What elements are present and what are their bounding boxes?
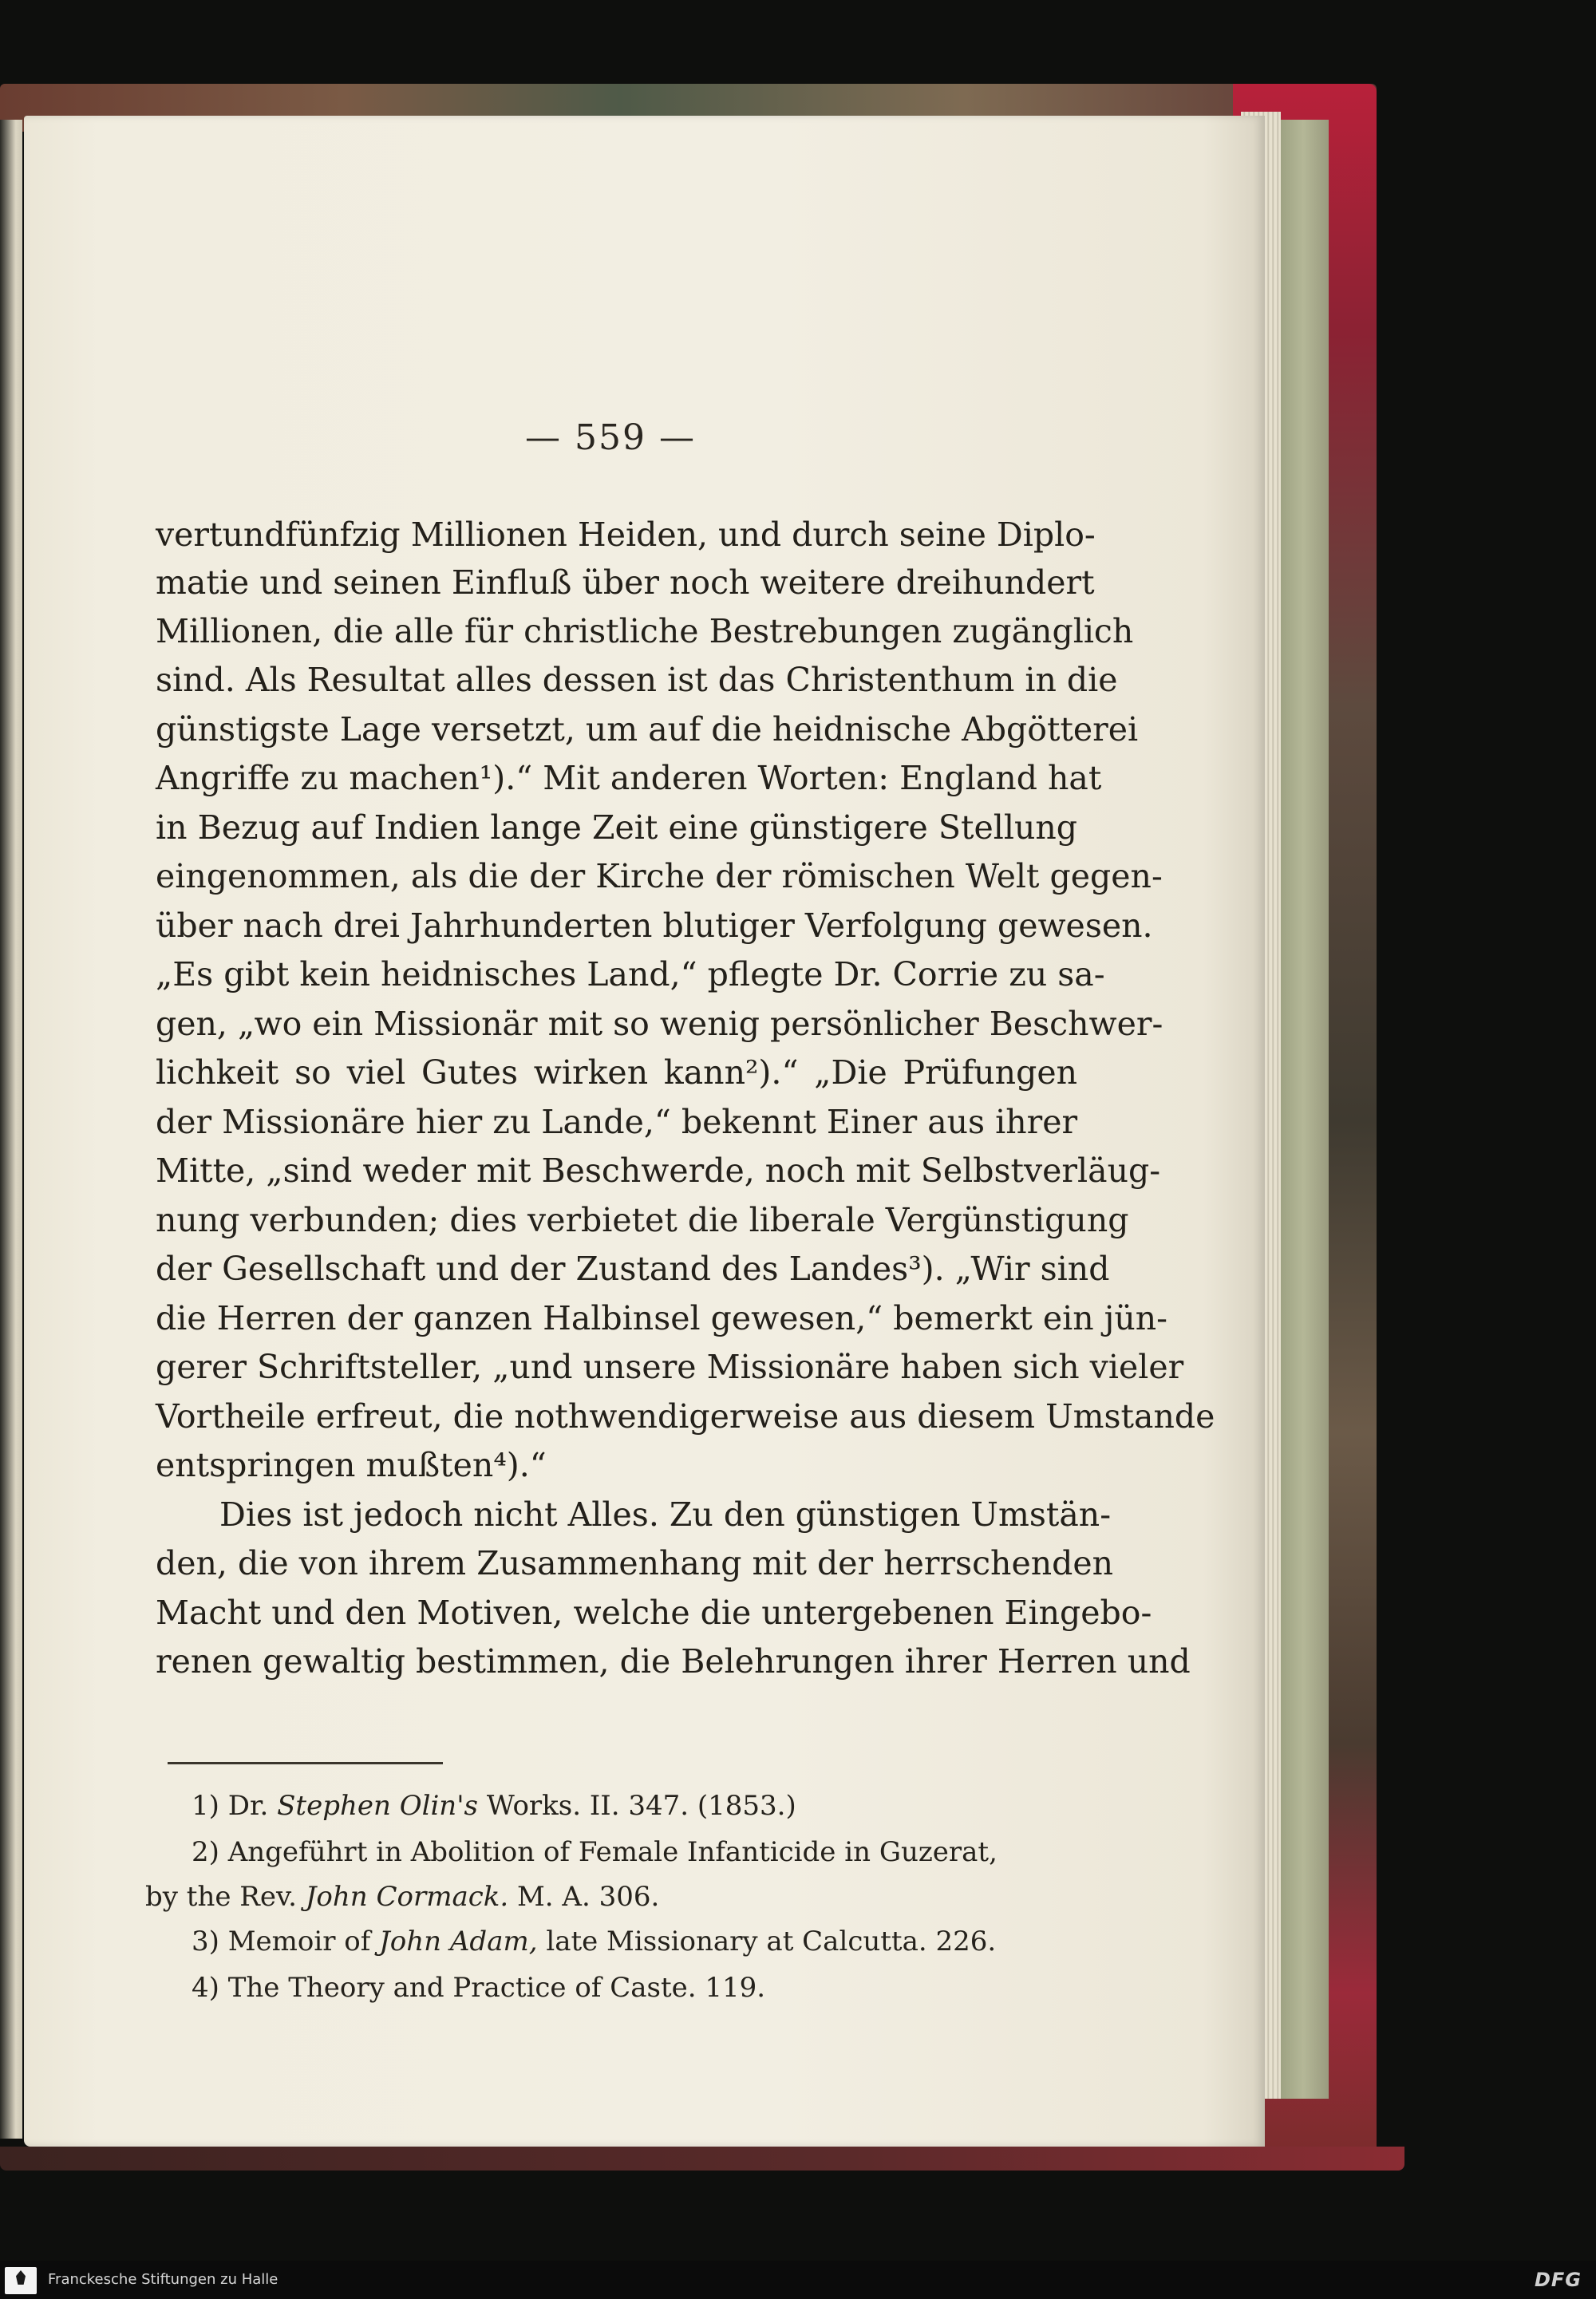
body-line: renen gewaltig bestimmen, die Belehrungen ihrer Herren und [156, 1642, 1191, 1681]
footnote-separator [168, 1762, 443, 1764]
body-line: Angriffe zu machen¹).“ Mit anderen Worten: England hat [156, 759, 1102, 797]
body-line: Mitte, „sind weder mit Beschwerde, noch mit Selbstverläug- [156, 1151, 1161, 1190]
institution-label[interactable]: Franckesche Stiftungen zu Halle [48, 2271, 279, 2288]
dfg-badge: DFG [1534, 2269, 1582, 2291]
body-line: eingenommen, als die der Kirche der römischen Welt gegen- [156, 857, 1163, 895]
body-line: gen, „wo ein Missionär mit so wenig persönlicher Beschwer- [156, 1005, 1163, 1043]
body-line: die Herren der ganzen Halbinsel gewesen,“ bemerkt ein jün- [156, 1299, 1168, 1337]
footnote [192, 1921, 1069, 1962]
book-page [24, 116, 1265, 2147]
body-line: lichkeit so viel Gutes wirken kann²).“ „Die Prüfungen [156, 1053, 1077, 1092]
body-line: günstigste Lage versetzt, um auf die heidnische Abgötterei [156, 710, 1139, 749]
footnote-text: The Theory and Practice of Caste. 119. [227, 1972, 766, 2004]
footnote-number: 2) [192, 1836, 219, 1868]
body-line: Macht und den Motiven, welche die untergebenen Eingebo- [156, 1594, 1152, 1632]
footnote-text: Works. II. 347. (1853.) [478, 1790, 796, 1822]
footnote-italic: John Cormack. [305, 1881, 509, 1913]
body-line: Millionen, die alle für christliche Bestrebungen zugänglich [156, 612, 1134, 650]
footnote [192, 1785, 1069, 1827]
footnote-text: by the Rev. [145, 1881, 306, 1913]
footnote-text: late Missionary at Calcutta. 226. [537, 1926, 997, 1957]
book-cover-bottom-edge [0, 2147, 1404, 2171]
page-number: — 559 — [525, 417, 696, 458]
footnote-text: Angeführt in Abolition of Female Infanticide in Guzerat, [227, 1836, 998, 1868]
body-line: Dies ist jedoch nicht Alles. Zu den günstigen Umstän- [219, 1495, 1112, 1534]
body-line: sind. Als Resultat alles dessen ist das Christenthum in die [156, 661, 1118, 699]
franckesche-logo-icon[interactable] [5, 2267, 37, 2294]
body-line: matie und seinen Einfluß über noch weitere dreihundert [156, 563, 1095, 602]
footnote [192, 1967, 1069, 2009]
body-line: der Gesellschaft und der Zustand des Landes³). „Wir sind [156, 1250, 1110, 1288]
body-line: über nach drei Jahrhunderten blutiger Verfolgung gewesen. [156, 907, 1153, 945]
viewer-footer [0, 2261, 1596, 2299]
body-line: Vortheile erfreut, die nothwendigerweise aus diesem Umstande [156, 1397, 1215, 1436]
footnote-text: Memoir of [227, 1926, 380, 1957]
body-line: gerer Schriftsteller, „und unsere Missionäre haben sich vieler [156, 1348, 1184, 1386]
body-line: „Es gibt kein heidnisches Land,“ pflegte Dr. Corrie zu sa- [156, 955, 1105, 993]
footnote-text: M. A. 306. [508, 1881, 660, 1913]
body-line: den, die von ihrem Zusammenhang mit der herrschenden [156, 1544, 1114, 1582]
footnote-italic: Stephen Olin's [277, 1790, 479, 1822]
facing-page-sliver [0, 120, 22, 2139]
footnote-number: 4) [192, 1972, 219, 2004]
footnote-number: 3) [192, 1926, 219, 1957]
footnote-italic: John Adam, [379, 1926, 538, 1957]
body-line: in Bezug auf Indien lange Zeit eine günstigere Stellung [156, 808, 1077, 847]
body-line: vertundfünfzig Millionen Heiden, und durch seine Diplo- [156, 515, 1096, 554]
footnote [192, 1831, 1069, 1873]
footnote-continuation [145, 1876, 1023, 1918]
footnote-number: 1) [192, 1790, 219, 1822]
body-line: entspringen mußten⁴).“ [156, 1446, 547, 1484]
body-line: der Missionäre hier zu Lande,“ bekennt Einer aus ihrer [156, 1103, 1078, 1141]
body-line: nung verbunden; dies verbietet die liberale Vergünstigung [156, 1201, 1129, 1239]
footnote-text: Dr. [227, 1790, 278, 1822]
